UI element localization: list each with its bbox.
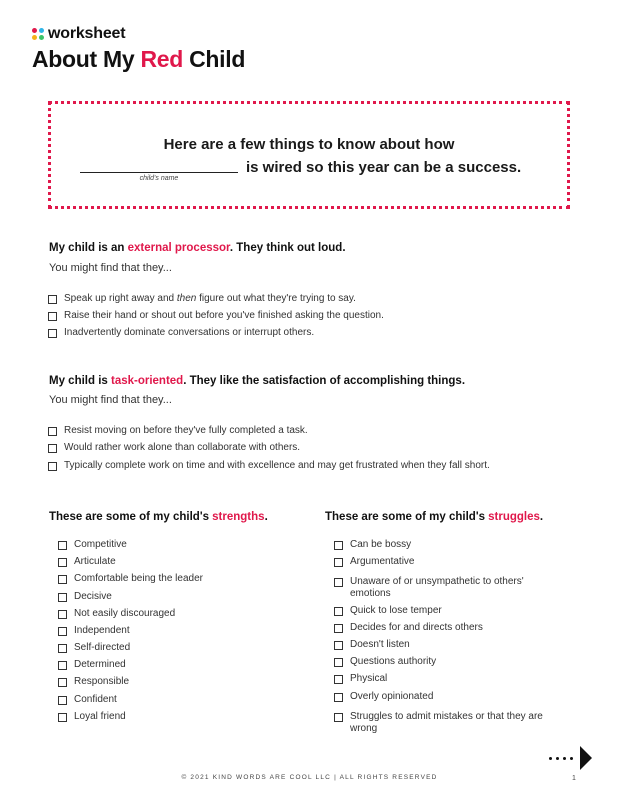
checkbox[interactable] <box>58 558 67 567</box>
item-text: Argumentative <box>350 556 415 567</box>
item-text: Competitive <box>74 539 127 550</box>
checkbox[interactable] <box>58 593 67 602</box>
checkbox[interactable] <box>58 627 67 636</box>
list-item <box>334 576 564 600</box>
checkbox[interactable] <box>58 678 67 687</box>
item-text: Speak up right away and then figure out what they're trying to say. <box>64 293 356 304</box>
list-item <box>48 425 308 437</box>
item-text: Decisive <box>74 591 112 602</box>
checkbox[interactable] <box>334 658 343 667</box>
item-text: Not easily discouraged <box>74 608 176 619</box>
list-item <box>58 608 175 620</box>
list-item <box>48 442 300 454</box>
page-number: 1 <box>572 775 576 782</box>
list-item <box>334 656 564 668</box>
item-text: Independent <box>74 625 130 636</box>
checkbox[interactable] <box>334 713 343 722</box>
list-item <box>334 605 564 617</box>
item-text: Quick to lose temper <box>350 605 442 616</box>
checkbox[interactable] <box>334 624 343 633</box>
item-text: Inadvertently dominate conversations or interrupt others. <box>64 327 315 338</box>
list-item <box>334 673 564 685</box>
item-text: Doesn't listen <box>350 639 410 650</box>
checkbox[interactable] <box>58 575 67 584</box>
checkbox[interactable] <box>58 696 67 705</box>
intro-line-1: Here are a few things to know about how <box>163 136 455 153</box>
list-item <box>334 622 564 634</box>
checkbox[interactable] <box>334 558 343 567</box>
item-text: Determined <box>74 659 126 670</box>
item-text: Typically complete work on time and with excellence and may get frustrated when they fall short. <box>64 460 490 471</box>
intro-box <box>48 101 570 209</box>
item-text: Unaware of or unsympathetic to others' emotions <box>350 576 524 599</box>
checkbox[interactable] <box>58 541 67 550</box>
list-item <box>58 556 116 568</box>
list-item <box>334 639 564 651</box>
list-item <box>58 694 117 706</box>
checkbox[interactable] <box>334 578 343 587</box>
checkbox[interactable] <box>334 675 343 684</box>
checkbox[interactable] <box>58 610 67 619</box>
list-item <box>334 556 564 568</box>
checkbox[interactable] <box>334 641 343 650</box>
list-item <box>58 539 127 551</box>
checkbox[interactable] <box>48 444 57 453</box>
item-text: Struggles to admit mistakes or that they are wrong <box>350 711 543 734</box>
item-text: Would rather work alone than collaborate with others. <box>64 442 301 453</box>
footer-copyright: © 2021 KIND WORDS ARE COOL LLC | ALL RIGHTS RESERVED <box>181 774 438 781</box>
item-text: Decides for and directs others <box>350 622 483 633</box>
checkbox[interactable] <box>58 661 67 670</box>
checkbox[interactable] <box>334 693 343 702</box>
item-text: Can be bossy <box>350 539 412 550</box>
list-item <box>48 310 384 322</box>
list-item <box>334 691 564 703</box>
list-item <box>334 539 564 551</box>
logo-text: worksheet <box>48 25 126 42</box>
list-item <box>48 293 356 305</box>
list-item <box>48 460 490 472</box>
checkbox[interactable] <box>48 427 57 436</box>
checkbox[interactable] <box>334 607 343 616</box>
checkbox[interactable] <box>334 541 343 550</box>
checkbox[interactable] <box>58 713 67 722</box>
child-name-field[interactable] <box>80 172 238 173</box>
child-name-caption: child's name <box>139 175 179 182</box>
item-text: Physical <box>350 673 388 684</box>
item-text: Overly opinionated <box>350 691 434 702</box>
struggles-heading: These are some of my child's struggles. <box>325 511 544 523</box>
list-item <box>58 573 203 585</box>
logo <box>32 25 125 43</box>
checkbox[interactable] <box>48 329 57 338</box>
checkbox[interactable] <box>58 644 67 653</box>
checkbox[interactable] <box>48 312 57 321</box>
checkbox[interactable] <box>48 295 57 304</box>
list-item <box>58 659 126 671</box>
section-2-subheading: You might find that they... <box>49 394 172 406</box>
item-text: Raise their hand or shout out before you've finished asking the question. <box>64 310 384 321</box>
list-item <box>334 711 564 735</box>
list-item <box>58 711 126 723</box>
list-item <box>58 591 112 603</box>
item-text: Questions authority <box>350 656 437 667</box>
item-text: Loyal friend <box>74 711 126 722</box>
section-2-heading: My child is task-oriented. They like the satisfaction of accomplishing things. <box>49 375 466 387</box>
item-text: Confident <box>74 694 117 705</box>
logo-dots-icon <box>32 28 44 40</box>
list-item <box>58 625 130 637</box>
item-text: Responsible <box>74 676 130 687</box>
list-item <box>58 676 129 688</box>
page-title: About My Red Child <box>32 46 246 72</box>
strengths-heading: These are some of my child's strengths. <box>49 511 268 523</box>
list-item <box>48 327 314 339</box>
item-text: Resist moving on before they've fully completed a task. <box>64 425 308 436</box>
item-text: Comfortable being the leader <box>74 573 203 584</box>
section-1-heading: My child is an external processor. They think out loud. <box>49 242 346 254</box>
list-item <box>58 642 130 654</box>
intro-line-2: is wired so this year can be a success. <box>246 159 522 176</box>
checkbox[interactable] <box>48 462 57 471</box>
item-text: Articulate <box>74 556 116 567</box>
next-page-arrow-icon[interactable] <box>549 746 592 770</box>
item-text: Self-directed <box>74 642 131 653</box>
section-1-subheading: You might find that they... <box>49 262 172 274</box>
